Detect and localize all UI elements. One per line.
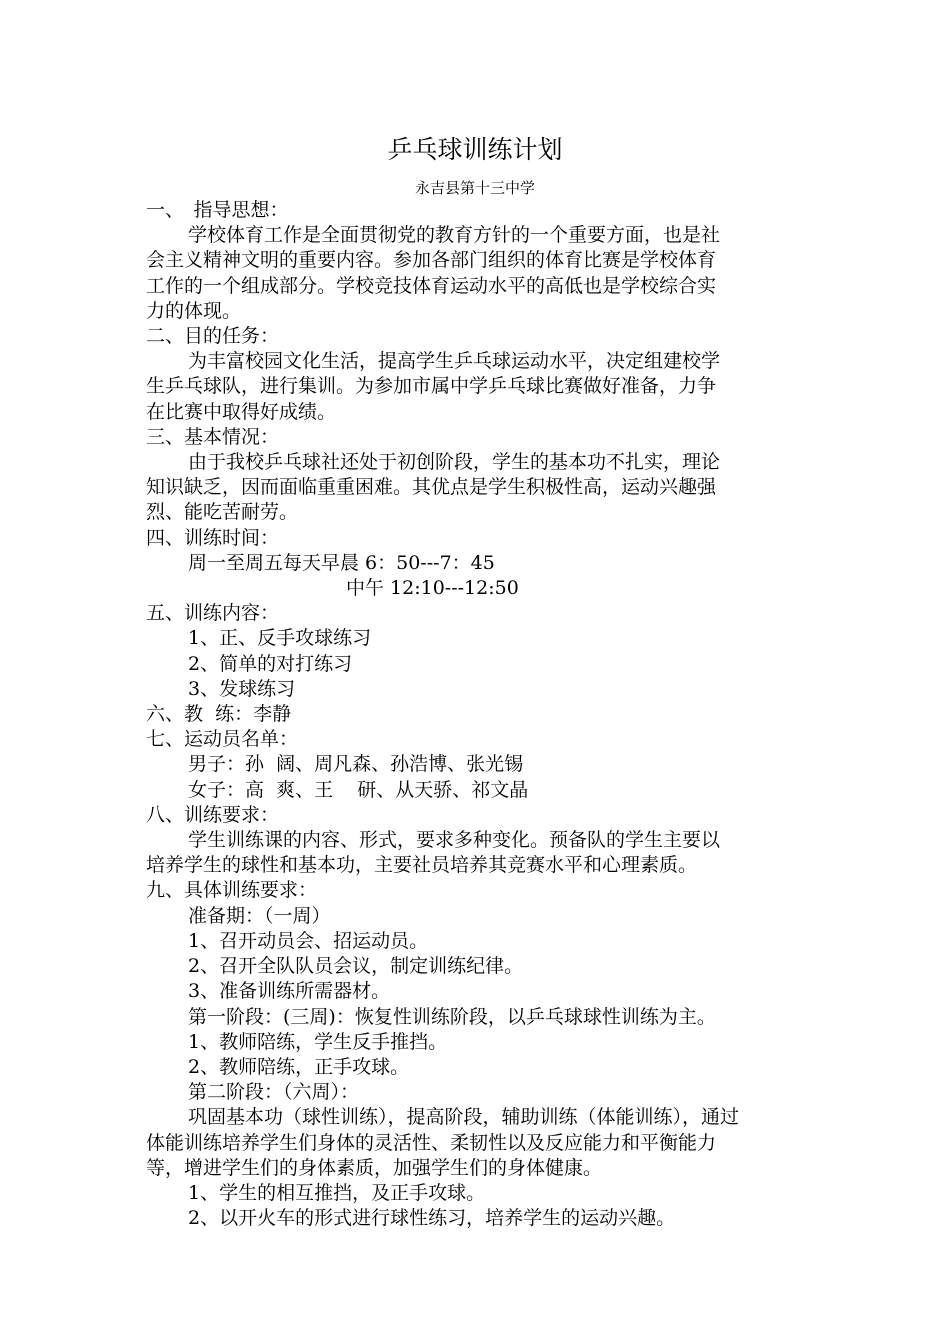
paragraph-line: 会主义精神文明的重要内容。参加各部门组织的体育比赛是学校体育 bbox=[146, 249, 717, 272]
list-item: 2、简单的对打练习 bbox=[188, 652, 353, 675]
paragraph-line: 等，增进学生们的身体素质，加强学生们的身体健康。 bbox=[146, 1156, 603, 1179]
paragraph-line: 生乒乓球队，进行集训。为参加市属中学乒乓球比赛做好准备，力争 bbox=[146, 375, 717, 398]
document-body bbox=[146, 198, 810, 1231]
list-item: 1、教师陪练，学生反手推挡。 bbox=[188, 1030, 448, 1053]
list-item: 2、以开火车的形式进行球性练习，培养学生的运动兴趣。 bbox=[188, 1207, 676, 1230]
phase-heading: 准备期：（一周） bbox=[188, 904, 331, 927]
school-name: 永吉县第十三中学 bbox=[414, 179, 535, 197]
paragraph-line: 烈、能吃苦耐劳。 bbox=[146, 501, 299, 524]
section-heading: 四、训练时间： bbox=[146, 526, 280, 549]
paragraph-line: 学生训练课的内容、形式，要求多种变化。预备队的学生主要以 bbox=[188, 829, 721, 852]
section-heading: 八、训练要求： bbox=[146, 803, 280, 826]
paragraph-line: 工作的一个组成部分。学校竞技体育运动水平的高低也是学校综合实 bbox=[146, 274, 717, 297]
paragraph-line: 在比赛中取得好成绩。 bbox=[146, 400, 337, 423]
list-item: 3、准备训练所需器材。 bbox=[188, 980, 391, 1003]
list-item: 2、教师陪练，正手攻球。 bbox=[188, 1055, 410, 1078]
schedule-morning: 周一至周五每天早晨 6：50---7：45 bbox=[188, 551, 495, 574]
paragraph-line: 知识缺乏，因而面临重重困难。其优点是学生积极性高，运动兴趣强 bbox=[146, 476, 717, 499]
phase-heading: 第二阶段：（六周）： bbox=[188, 1081, 360, 1104]
paragraph-line: 力的体现。 bbox=[146, 299, 242, 322]
section-heading: 三、基本情况： bbox=[146, 425, 280, 448]
document-title: 乒乓球训练计划 bbox=[387, 135, 563, 164]
schedule-noon: 中午 12:10---12:50 bbox=[346, 577, 519, 600]
list-item: 1、学生的相互推挡，及正手攻球。 bbox=[188, 1181, 486, 1204]
paragraph-line: 为丰富校园文化生活，提高学生乒乓球运动水平，决定组建校学 bbox=[188, 350, 721, 373]
paragraph-line: 体能训练培养学生们身体的灵活性、柔韧性以及反应能力和平衡能力 bbox=[146, 1131, 717, 1154]
paragraph-line: 由于我校乒乓球社还处于初创阶段，学生的基本功不扎实，理论 bbox=[188, 451, 721, 474]
female-athletes: 女子：高 爽、王 研、从天骄、祁文晶 bbox=[188, 778, 529, 801]
list-item: 1、召开动员会、招运动员。 bbox=[188, 929, 429, 952]
paragraph-line: 培养学生的球性和基本功，主要社员培养其竞赛水平和心理素质。 bbox=[146, 854, 698, 877]
list-item: 1、正、反手攻球练习 bbox=[188, 627, 372, 650]
paragraph-line: 学校体育工作是全面贯彻党的教育方针的一个重要方面，也是社 bbox=[188, 224, 721, 247]
list-item: 3、发球练习 bbox=[188, 677, 296, 700]
section-heading: 二、目的任务： bbox=[146, 325, 280, 348]
section-heading: 七、运动员名单： bbox=[146, 728, 299, 751]
phase-heading: 第一阶段：(三周)：恢复性训练阶段，以乒乓球球性训练为主。 bbox=[188, 1005, 716, 1028]
section-heading: 一、 指导思想： bbox=[146, 199, 289, 221]
section-heading: 九、具体训练要求： bbox=[146, 879, 318, 902]
section-heading: 六、教 练：李静 bbox=[146, 703, 292, 726]
male-athletes: 男子：孙 阔、周凡森、孙浩博、张光锡 bbox=[188, 753, 524, 776]
section-heading: 五、训练内容： bbox=[146, 602, 280, 625]
list-item: 2、召开全队队员会议，制定训练纪律。 bbox=[188, 955, 524, 978]
paragraph-line: 巩固基本功（球性训练），提高阶段，辅助训练（体能训练），通过 bbox=[188, 1106, 740, 1129]
